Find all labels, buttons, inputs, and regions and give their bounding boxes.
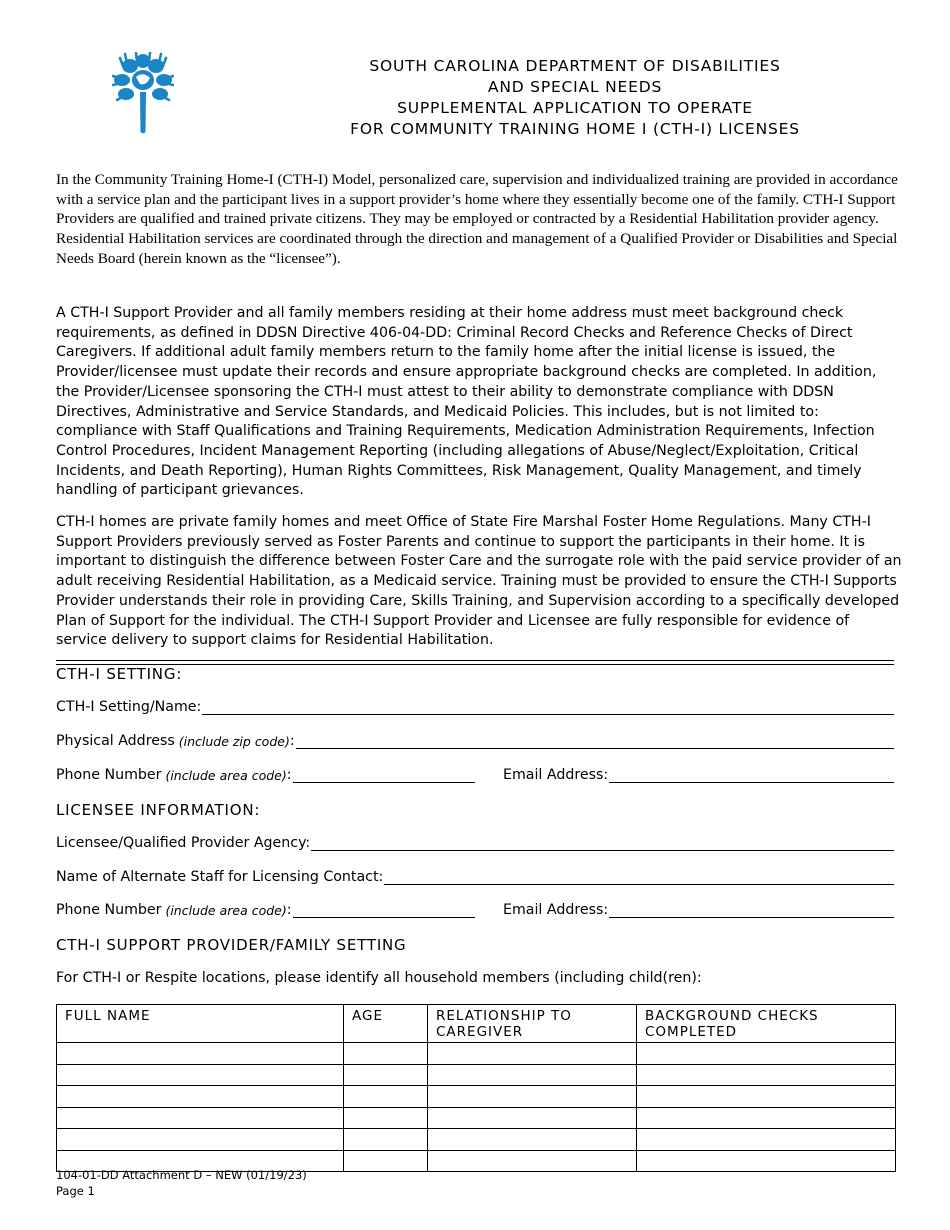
licensee-agency-label: Licensee/Qualified Provider Agency:: [56, 835, 311, 851]
age-cell[interactable]: [344, 1064, 428, 1086]
background-checks-cell[interactable]: [637, 1043, 896, 1065]
column-header-full-name: FULL NAME: [57, 1005, 344, 1043]
licensee-phone-field[interactable]: [293, 902, 475, 918]
palmetto-hands-icon: [112, 52, 174, 138]
relationship-cell[interactable]: [428, 1086, 637, 1108]
relationship-cell[interactable]: [428, 1064, 637, 1086]
table-row: [57, 1064, 896, 1086]
age-cell[interactable]: [344, 1043, 428, 1065]
table-row: [57, 1129, 896, 1151]
title-line: SUPPLEMENTAL APPLICATION TO OPERATE: [397, 99, 753, 117]
table-header-row: [57, 1005, 896, 1043]
alternate-staff-row: [56, 869, 894, 885]
table-row: [57, 1107, 896, 1129]
intro-paragraph-2: A CTH-I Support Provider and all family members residing at their home address must meet background check requirements, as defined in DDSN Directive 406-04-DD: Criminal Record Checks and Reference Checks of Direct Caregivers. If additional adult family members return to the family home after the initial license is issued, the Provider/licensee must update their records and ensure appropriate background checks are completed. In addition, the Provider/Licensee sponsoring the CTH-I must attest to their ability to demonstrate compliance with DDSN Directives, Administrative and Service Standards, and Medicaid Policies. This includes, but is not limited to: compliance with Staff Qualifications and Training Requirements, Medication Administration Requirements, Infection Control Procedures, Incident Management Reporting (including allegations of Abuse/Neglect/Exploitation, Critical Incidents, and Death Reporting), Human Rights Committees, Risk Management, Quality Management, and timely handling of participant grievances.: [56, 305, 877, 499]
column-header-relationship: RELATIONSHIP TO CAREGIVER: [428, 1005, 637, 1043]
table-row: [57, 1086, 896, 1108]
age-cell[interactable]: [344, 1086, 428, 1108]
age-cell[interactable]: [344, 1129, 428, 1151]
full-name-cell[interactable]: [57, 1043, 344, 1065]
household-members-table: [56, 1004, 896, 1172]
physical-address-hint: (include zip code): [178, 734, 290, 749]
setting-email-row: [503, 767, 894, 783]
alternate-staff-label: Name of Alternate Staff for Licensing Contact:: [56, 869, 384, 885]
background-checks-cell[interactable]: [637, 1064, 896, 1086]
physical-address-field[interactable]: [296, 733, 894, 749]
palmetto-hands-logo: [112, 52, 174, 138]
setting-heading: CTH-I SETTING:: [56, 665, 183, 683]
setting-name-label: CTH-I Setting/Name:: [56, 699, 202, 715]
full-name-cell[interactable]: [57, 1129, 344, 1151]
licensee-phone-row: Phone Number (include area code) :: [56, 902, 475, 918]
licensee-heading: LICENSEE INFORMATION:: [56, 801, 261, 819]
licensee-email-label: Email Address:: [503, 902, 609, 918]
background-checks-cell[interactable]: [637, 1086, 896, 1108]
title-line: AND SPECIAL NEEDS: [487, 78, 663, 96]
licensee-email-field[interactable]: [609, 902, 894, 918]
licensee-phone-label: Phone Number: [56, 902, 162, 918]
licensee-agency-row: [56, 835, 894, 851]
intro-paragraph-3: CTH-I homes are private family homes and meet Office of State Fire Marshal Foster Home Regulations. Many CTH-I Support Providers previously served as Foster Parents and continue to support the participants in their home. It is important to distinguish the difference between Foster Care and the surrogate role with the paid service provider of an adult receiving Residential Habilitation, as a Medicaid service. Training must be provided to ensure the CTH-I Supports Provider understands their role in providing Care, Skills Training, and Supervision according to a specifically developed Plan of Support for the individual. The CTH-I Support Provider and Licensee are fully responsible for evidence of service delivery to support claims for Residential Habilitation.: [56, 514, 902, 649]
relationship-cell[interactable]: [428, 1150, 637, 1172]
relationship-cell[interactable]: [428, 1107, 637, 1129]
setting-name-row: [56, 699, 894, 715]
setting-email-label: Email Address:: [503, 767, 609, 783]
licensee-phone-hint: (include area code): [165, 903, 287, 918]
setting-phone-row: Phone Number (include area code) :: [56, 767, 475, 783]
setting-name-field[interactable]: [202, 699, 894, 715]
background-checks-cell[interactable]: [637, 1107, 896, 1129]
relationship-cell[interactable]: [428, 1043, 637, 1065]
licensee-email-row: [503, 902, 894, 918]
setting-phone-field[interactable]: [293, 767, 475, 783]
setting-phone-hint: (include area code): [165, 768, 287, 783]
background-checks-cell[interactable]: [637, 1129, 896, 1151]
full-name-cell[interactable]: [57, 1107, 344, 1129]
physical-address-row: Physical Address (include zip code) :: [56, 733, 894, 749]
intro-paragraph-1: In the Community Training Home-I (CTH-I) Model, personalized care, supervision and individualized training are provided in accordance with a service plan and the participant lives in a support provider’s home where they essentially become one of the family. CTH-I Support Providers are qualified and trained private citizens. They may be employed or contracted by a Residential Habilitation provider agency. Residential Habilitation services are coordinated through the direction and management of a Qualified Provider or Disabilities and Special Needs Board (herein known as the “licensee”).: [56, 171, 898, 267]
background-checks-cell[interactable]: [637, 1150, 896, 1172]
support-provider-heading: CTH-I SUPPORT PROVIDER/FAMILY SETTING: [56, 936, 407, 954]
page-footer: [56, 1167, 307, 1199]
full-name-cell[interactable]: [57, 1064, 344, 1086]
licensee-agency-field[interactable]: [311, 835, 894, 851]
alternate-staff-field[interactable]: [384, 869, 894, 885]
title-line: FOR COMMUNITY TRAINING HOME I (CTH-I) LICENSES: [350, 120, 800, 138]
table-row: [57, 1043, 896, 1065]
age-cell[interactable]: [344, 1150, 428, 1172]
age-cell[interactable]: [344, 1107, 428, 1129]
title-line: SOUTH CAROLINA DEPARTMENT OF DISABILITIES: [369, 57, 781, 75]
document-title: [290, 56, 860, 140]
relationship-cell[interactable]: [428, 1129, 637, 1151]
full-name-cell[interactable]: [57, 1086, 344, 1108]
page-number: Page 1: [56, 1184, 95, 1198]
setting-email-field[interactable]: [609, 767, 894, 783]
column-header-age: AGE: [344, 1005, 428, 1043]
physical-address-label: Physical Address: [56, 733, 175, 749]
column-header-background-checks: BACKGROUND CHECKS COMPLETED: [637, 1005, 896, 1043]
household-intro: For CTH-I or Respite locations, please identify all household members (including child(ren):: [56, 970, 702, 986]
document-id: 104-01-DD Attachment D – NEW (01/19/23): [56, 1168, 307, 1182]
setting-phone-label: Phone Number: [56, 767, 162, 783]
